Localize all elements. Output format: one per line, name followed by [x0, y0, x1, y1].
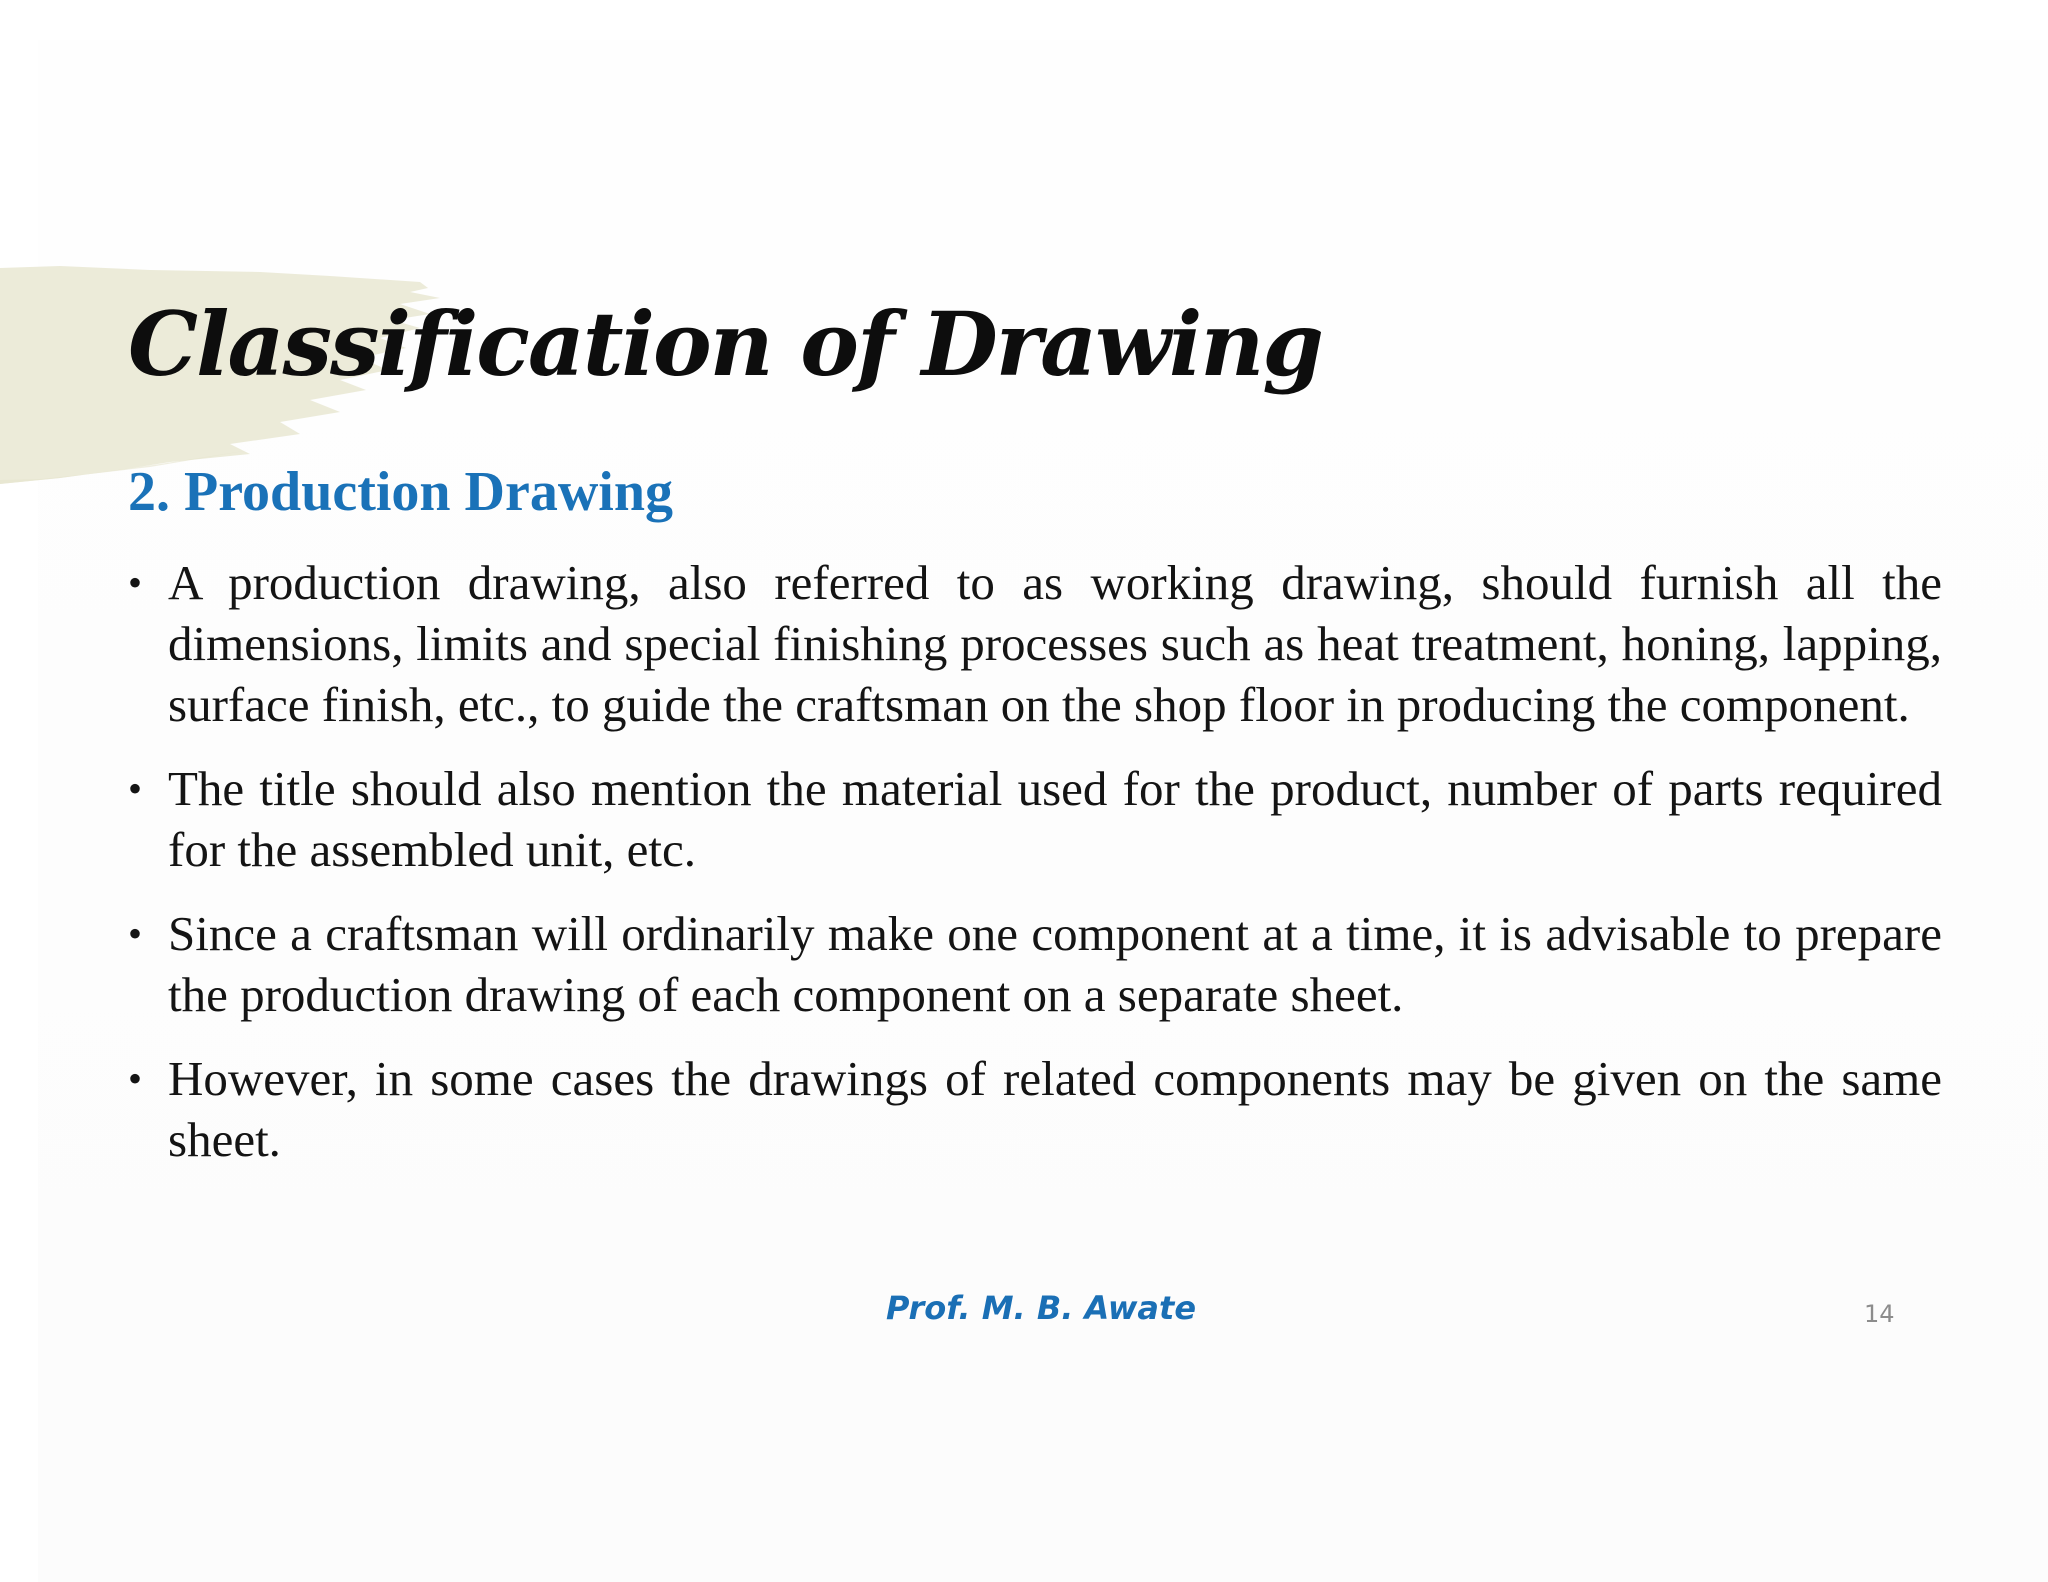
bullet-list: [128, 552, 1942, 1193]
bullet-item: [128, 758, 1942, 880]
bullet-text: The title should also mention the material used for the product, number of parts required for the assembled unit, etc.: [168, 761, 1942, 877]
bullet-text: Since a craftsman will ordinarily make one component at a time, it is advisable to prepare the production drawing of each component on a separate sheet.: [168, 906, 1942, 1022]
bullet-item: [128, 903, 1942, 1025]
bullet-text: A production drawing, also referred to as working drawing, should furnish all the dimensions, limits and special finishing processes such as heat treatment, honing, lapping, surface finish, etc., to guide the craftsman on the shop floor in producing the component.: [168, 555, 1942, 732]
footer-author: Prof. M. B. Awate: [886, 1289, 1197, 1327]
bullet-text: However, in some cases the drawings of related components may be given on the same sheet.: [168, 1051, 1942, 1167]
page-number: 14: [1864, 1300, 1895, 1328]
bullet-dot: •: [128, 560, 143, 605]
bullet-item: [128, 552, 1942, 735]
bullet-dot: •: [128, 766, 143, 811]
section-subtitle: 2. Production Drawing: [128, 461, 673, 523]
slide-title: Classification of Drawing: [128, 292, 1322, 396]
bullet-dot: •: [128, 1056, 143, 1101]
bullet-item: [128, 1048, 1942, 1170]
bullet-dot: •: [128, 911, 143, 956]
